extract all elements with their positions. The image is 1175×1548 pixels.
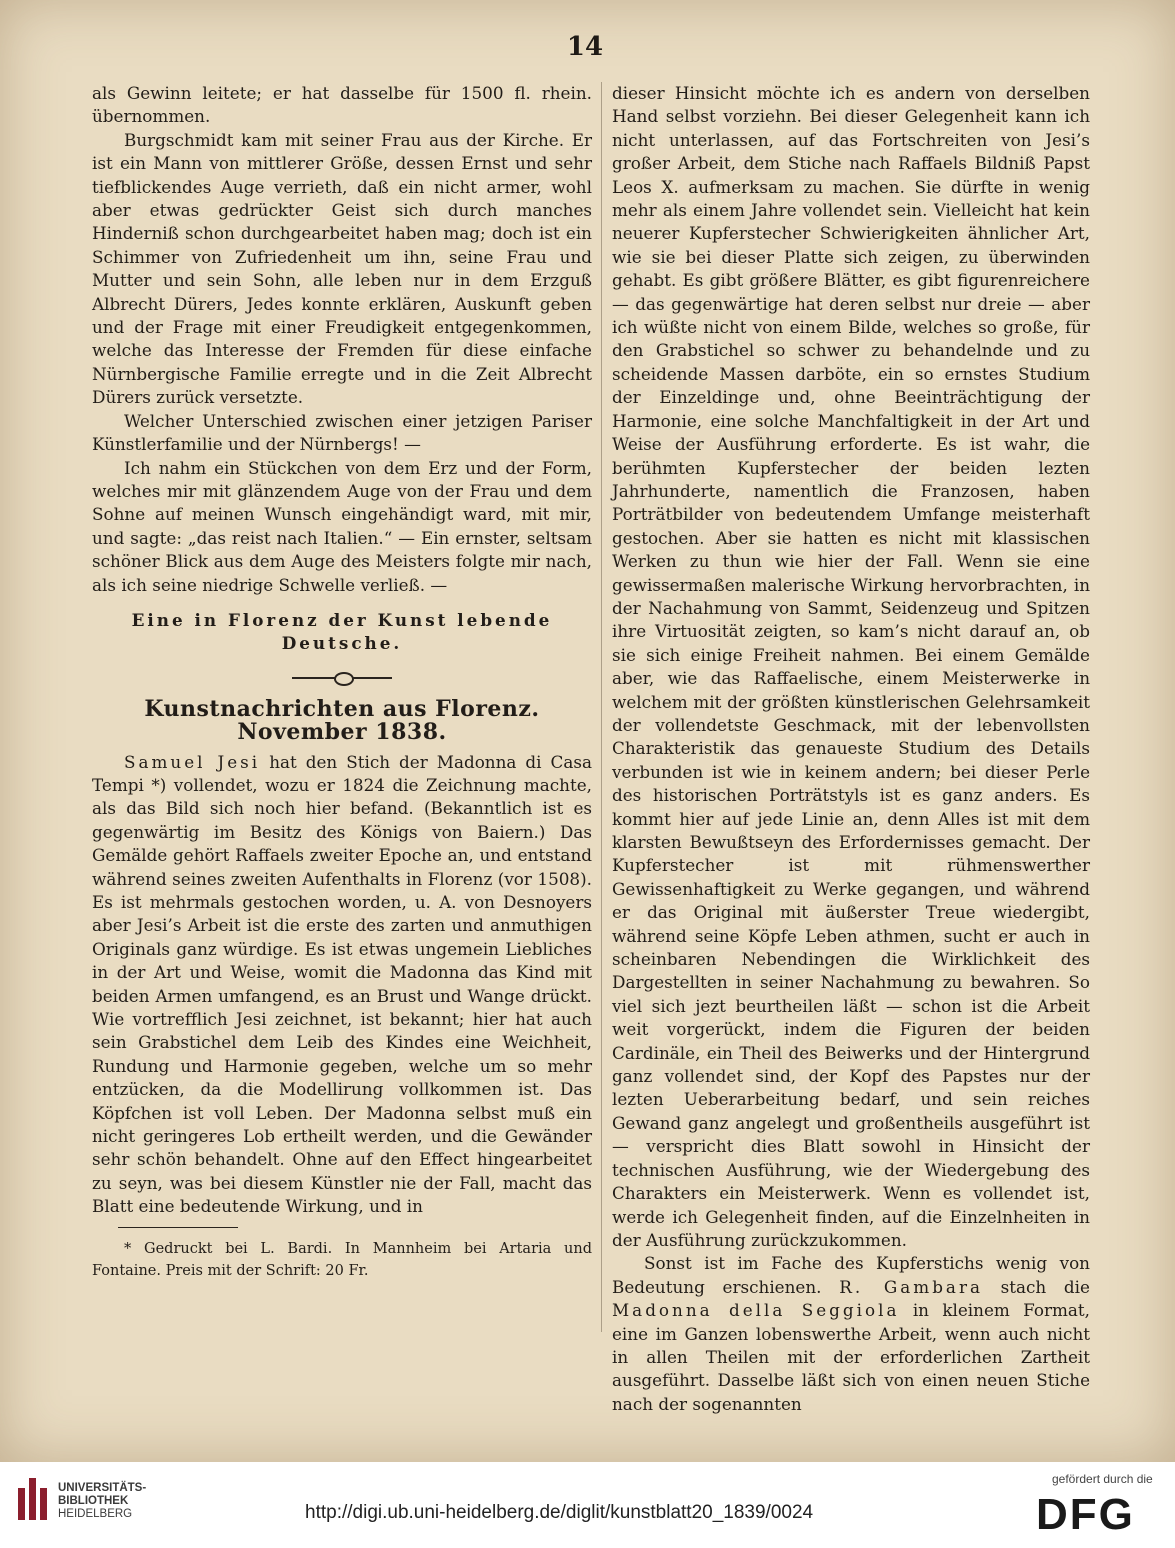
dfg-logo: DFG (1036, 1490, 1135, 1539)
column-divider (601, 82, 602, 1332)
paragraph: als Gewinn leitete; er hat dasselbe für 1500 fl. rhein. übernommen. (92, 83, 592, 127)
person-name: Samuel Jesi (124, 751, 261, 772)
person-name: R. Gambara (839, 1276, 983, 1297)
paragraph: Ich nahm ein Stückchen von dem Erz und der Form, welches mir mit glänzendem Auge von der Frau und dem Sohne auf meinen Wunsch eingehändigt ward, mit mir, und sagte: „das reist nach Italien.“ — Ein ernster, seltsam schöner Blick aus dem Auge des Meisters folgte mir nach, als ich seine niedrige Schwelle verließ. — (92, 457, 592, 595)
right-column (612, 82, 1090, 1416)
paragraph-text: in kleinem Format, eine im Ganzen lobenswerthe Arbeit, wenn auch nicht in allen Theilen mit der erforderlichen Zartheit ausgeführt. Dasselbe läßt sich von einen neuen Stiche nach der sogenannten (612, 1300, 1090, 1414)
paragraph-text: stach die (1000, 1276, 1090, 1297)
paragraph: Welcher Unterschied zwischen einer jetzigen Pariser Künstlerfamilie und der Nürnbergs! — (92, 410, 592, 455)
permalink-url[interactable]: http://digi.ub.uni-heidelberg.de/diglit/kunstblatt20_1839/0024 (305, 1502, 814, 1523)
author-signature: Eine in Florenz der Kunst lebende Deutsche. (131, 609, 553, 654)
logo-line: HEIDELBERG (58, 1508, 133, 1520)
paragraph: Burgschmidt kam mit seiner Frau aus der Kirche. Er ist ein Mann von mittlerer Größe, dessen Ernst und sehr tiefblickendes Auge verrieth, daß ein nicht armer, wohl aber etwas gedrückter Geist sich durch manches Hinderniß schon durchgearbeitet haben mag; doch ist ein Schimmer von Zufriedenheit um ihn, seine Frau und Mutter und sein Sohn, alle leben nur in dem Erzguß Albrecht Dürers, Jedes konnte erklären, Auskunft geben und der Frage mit einer Freudigkeit entgegenkommen, welche das Interesse der Fremden für diese einfache Nürnbergische Familie erregte und in die Zeit Albrecht Dürers zurück versetzte. (92, 129, 592, 408)
page-number: 14 (566, 32, 604, 62)
footnote: * Gedruckt bei L. Bardi. In Mannheim bei Artaria und Fontaine. Preis mit der Schrift: 20 Fr. (92, 1240, 592, 1279)
funding-label: gefördert durch die (1052, 1472, 1153, 1486)
ornament-divider (292, 672, 392, 684)
paragraph: dieser Hinsicht möchte ich es andern von derselben Hand selbst vorziehn. Bei dieser Gelegenheit kann ich nicht unterlassen, auf das Fortschreiten von Jesi’s großer Arbeit, dem Stiche nach Raffaels Bildniß Papst Leos X. aufmerksam zu machen. Sie dürfte in wenig mehr als einem Jahre vollendet sein. Vielleicht hat kein neuerer Kupferstecher Schwierigkeiten ähnlicher Art, wie sie bei dieser Platte sich zeigen, zu überwinden gehabt. Es gibt größere Blätter, es gibt figurenreichere — das gegenwärtige hat deren selbst nur dreie — aber ich wüßte nicht von einem Bilde, welches so große, für den Grabstichel so schwer zu behandelnde und zu scheidende Massen darböte, ein so ernstes Studium der Einzeldinge und, ohne Beeinträchtigung der Harmonie, eine solche Manchfaltigkeit in der Art und Weise der Ausführung erforderte. Es ist wahr, die berühmten Kupferstecher der beiden lezten Jahrhunderte, namentlich die Franzosen, haben Porträtbilder von bedeutendem Umfange meisterhaft gestochen. Aber sie hatten es nicht mit klassischen Werken zu thun wie hier der Fall. Wenn sie eine gewissermaßen malerische Wirkung hervorbrachten, in der Nachahmung von Sammt, Seidenzeug und Spitzen ihre Virtuosität zeigten, so kam’s nicht darauf an, ob sie sich einige Freiheit nahmen. Bei einem Gemälde aber, wie das Raffaelische, einem Meisterwerke in welchem mit der größten künstlerischen Gelehrsamkeit der vollendetste Geschmack, mit der lebenvollsten Charakteristik das genaueste Studium des Details verbunden ist wie in keinem andern; bei dieser Perle des historischen Porträtstyls ist es ganz anders. Es kommt hier auf jede Linie an, denn Alles ist mit dem klarsten Bewußtseyn des Erfordernisses gemacht. Der Kupferstecher ist mit rühmenswerther Gewissenhaftigkeit zu Werke gegangen, und während er das Original mit äußerster Treue wiedergibt, während seine Köpfe Leben athmen, sucht er auch in scheinbaren Nebendingen die Wirklichkeit des Dargestellten in seiner Nachahmung zu bewahren. So viel sich jezt beurtheilen läßt — schon ist die Arbeit weit vorgerückt, indem die Figuren der beiden Cardinäle, ein Theil des Beiwerks und der Hintergrund ganz vollendet sind, der Kopf des Papstes nur der lezten Ueberarbeitung bedarf, und sein reiches Gewand ganz angelegt und großentheils ausgeführt ist — verspricht dies Blatt sowohl in Hinsicht der technischen Ausführung, wie der Wiedergebung des Charakters ein Meisterwerk. Wenn es vollendet ist, werde ich Gelegenheit finden, auf die Einzelnheiten in der Ausführung zurückzukommen. (612, 83, 1090, 1250)
artwork-title: Madonna della Seggiola (612, 1300, 900, 1321)
footnote-rule (118, 1227, 238, 1228)
section-heading: Kunstnachrichten aus Florenz. November 1838. (144, 695, 540, 746)
university-logo-text (58, 1482, 146, 1521)
paragraph (612, 1252, 1090, 1416)
logo-line: BIBLIOTHEK (58, 1495, 129, 1507)
logo-line: UNIVERSITÄTS- (58, 1482, 147, 1494)
university-logo-icon (18, 1478, 48, 1520)
left-column (92, 82, 592, 1282)
paragraph-text: Sonst ist im Fache des Kupferstichs wenig von Bedeutung erschienen. (612, 1253, 1090, 1297)
paragraph-text: hat den Stich der Madonna di Casa Tempi *) vollendet, wozu er 1824 die Zeichnung machte, als das Bild sich noch hier befand. (Bekanntlich ist es gegenwärtig im Besitz des Königs von Baiern.) Das Gemälde gehört Raffaels zweiter Epoche an, und entstand während seines zweiten Aufenthalts in Florenz (vor 1508). Es ist mehrmals gestochen worden, u. A. von Desnoyers aber Jesi’s Arbeit ist die erste des zarten und anmuthigen Originals ganz würdige. Es ist etwas ungemein Liebliches in der Art und Weise, womit die Madonna das Kind mit beiden Armen umfangend, es an Brust und Wange drückt. Wie vortrefflich Jesi zeichnet, ist bekannt; hier hat auch sein Grabstichel dem Leib des Kindes eine Weichheit, Rundung und Harmonie gegeben, welche um so mehr entzücken, da die Modellirung vollkommen ist. Das Köpfchen ist voll Leben. Der Madonna selbst muß ein nicht geringeres Lob ertheilt werden, und die Gewänder sehr schön behandelt. Ohne auf den Effect hingearbeitet zu seyn, was bei diesem Künstler nie der Fall, macht das Blatt eine bedeutende Wirkung, und in (92, 751, 592, 1217)
footer-bar (0, 1462, 1175, 1548)
paragraph (92, 751, 592, 1219)
